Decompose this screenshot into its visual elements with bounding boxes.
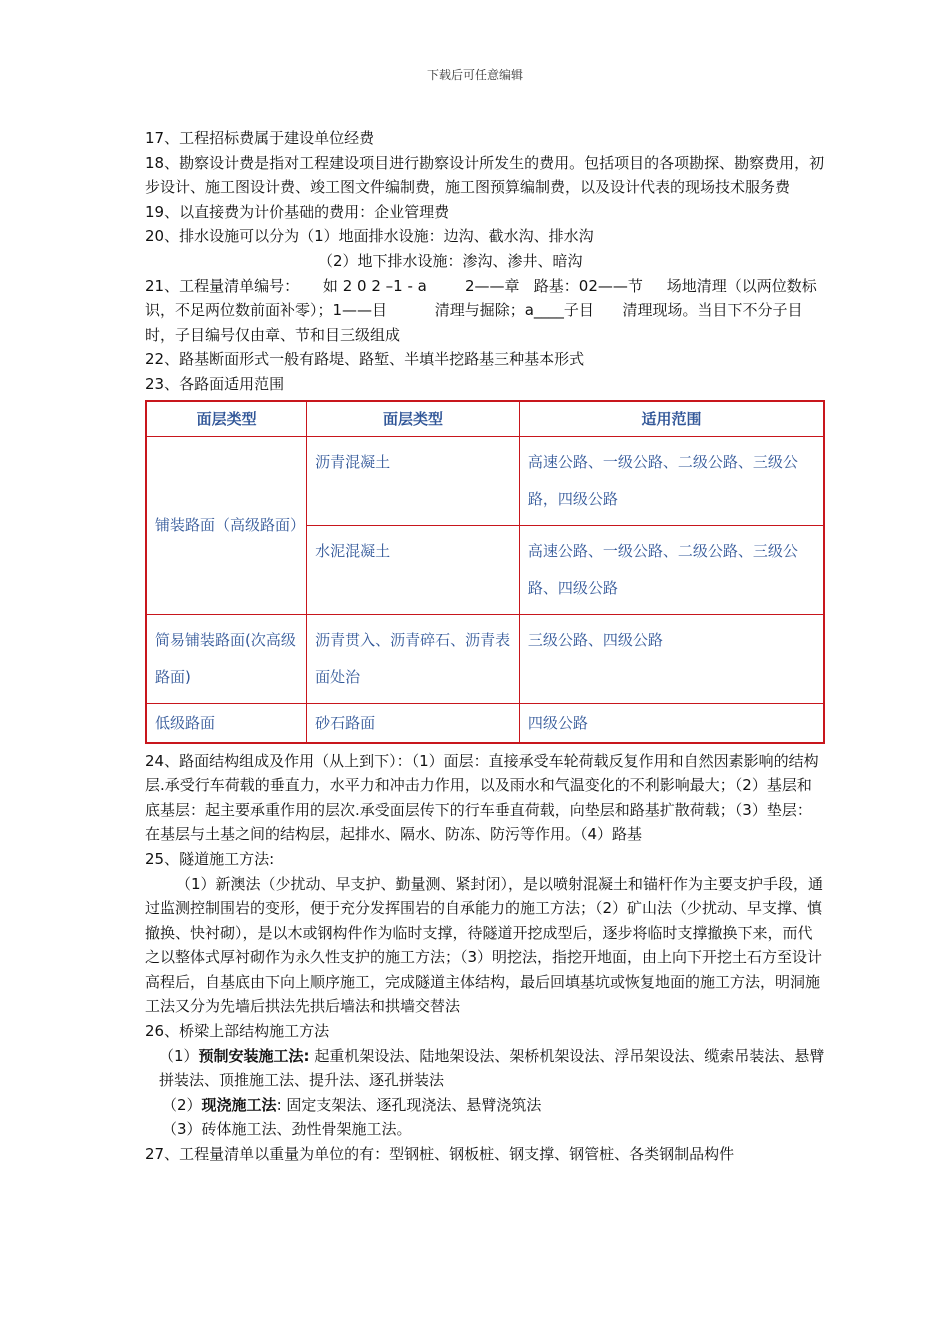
table-cell: 三级公路、四级公路	[519, 614, 824, 703]
table-cell: 简易铺装路面(次高级路面)	[146, 614, 307, 703]
table-cell: 高速公路、一级公路、二级公路、三级公路，四级公路	[519, 436, 824, 525]
item-26-2-num: （2）	[162, 1095, 202, 1114]
item-21: 21、工程量清单编号： 如 2 0 2 –1 - a 2——章 路基：02——节 场地清理（以两位数标识，不足两位数前面补零）；1——目 清理与掘除；a____子目 清理现场。当目下不分子目时，子目编号仅由章、节和目三级组成	[145, 276, 817, 344]
item-19: 19、以直接费为计价基础的费用：企业管理费	[145, 202, 450, 221]
page-header: 下载后可任意编辑	[426, 68, 523, 82]
item-17: 17、工程招标费属于建设单位经费	[145, 129, 375, 147]
item-22: 22、路基断面形式一般有路堤、路堑、半填半挖路基三种基本形式	[145, 350, 585, 369]
item-20-sub: （2）地下排水设施：渗沟、渗井、暗沟	[318, 251, 583, 270]
table-cell: 沥青贯入、沥青碎石、沥青表面处治	[307, 614, 520, 703]
item-26-3: （3）砖体施工法、劲性骨架施工法。	[162, 1120, 412, 1139]
pavement-scope-table	[145, 400, 825, 744]
table-row	[146, 703, 824, 743]
item-26-1-text: 起重机架设法、陆地架设法、架桥机架设法、浮吊架设法、缆索吊装法、悬臂拼装法、顶推施工法、提升法、逐孔拼装法	[159, 1046, 825, 1090]
item-26-1-title: 预制安装施工法:	[198, 1046, 310, 1065]
item-26: 26、桥梁上部结构施工方法	[145, 1022, 330, 1041]
table-header-cell: 面层类型	[307, 401, 520, 437]
table-row	[146, 436, 824, 525]
item-24: 24、路面结构组成及作用（从上到下）：（1）面层：直接承受车轮荷载反复作用和自然因素影响的结构层.承受行车荷载的垂直力，水平力和冲击力作用，以及雨水和气温变化的不利影响最大；（2）基层和底基层：起主要承重作用的层次.承受面层传下的行车垂直荷载，向垫层和路基扩散荷载；（3）垫层：在基层与土基之间的结构层，起排水、隔水、防冻、防污等作用。（4）路基	[145, 751, 819, 844]
item-26-1	[145, 1044, 825, 1093]
item-18: 18、勘察设计费是指对工程建设项目进行勘察设计所发生的费用。包括项目的各项勘探、勘察费用，初步设计、施工图设计费、竣工图文件编制费，施工图预算编制费，以及设计代表的现场技术服务费	[145, 153, 825, 197]
table-row	[146, 614, 824, 703]
item-25-body: （1）新澳法（少扰动、早支护、勤量测、紧封闭），是以喷射混凝土和锚杆作为主要支护手段，通过监测控制围岩的变形，便于充分发挥围岩的自承能力的施工方法；（2）矿山法（少扰动、早支撑、慎撤换、快衬砌），是以木或钢构件作为临时支撑，待隧道开挖成型后，逐步将临时支撑撤换下来，而代之以整体式厚衬砌作为永久性支护的施工方法；（3）明挖法，指挖开地面，由上向下开挖土石方至设计高程后，自基底由下向上顺序施工，完成隧道主体结构，最后回填基坑或恢复地面的施工方法，明洞施工法又分为先墙后拱法先拱后墙法和拱墙交替法	[145, 874, 824, 1016]
item-20: 20、排水设施可以分为（1）地面排水设施：边沟、截水沟、排水沟	[145, 227, 594, 246]
table-header-row	[146, 401, 824, 437]
table-cell: 高速公路、一级公路、二级公路、三级公路、四级公路	[519, 525, 824, 614]
table-cell: 砂石路面	[307, 703, 520, 743]
document-body	[145, 126, 825, 1167]
item-26-1-num: （1）	[159, 1046, 199, 1065]
item-23: 23、各路面适用范围	[145, 374, 285, 393]
table-cell-group: 铺装路面（高级路面）	[146, 436, 307, 614]
table-cell: 低级路面	[146, 703, 307, 743]
table-cell: 四级公路	[519, 703, 824, 743]
item-26-2-title: 现浇施工法	[201, 1095, 277, 1114]
table-header-cell: 适用范围	[519, 401, 824, 437]
item-26-2	[145, 1093, 825, 1118]
item-27: 27、工程量清单以重量为单位的有：型钢桩、钢板桩、钢支撑、钢管桩、各类钢制品构件	[145, 1145, 735, 1164]
table-cell: 水泥混凝土	[307, 525, 520, 614]
table-cell: 沥青混凝土	[307, 436, 520, 525]
item-26-2-text: : 固定支架法、逐孔现浇法、悬臂浇筑法	[276, 1095, 542, 1114]
item-25: 25、隧道施工方法:	[145, 849, 275, 868]
table-header-cell: 面层类型	[146, 401, 307, 437]
